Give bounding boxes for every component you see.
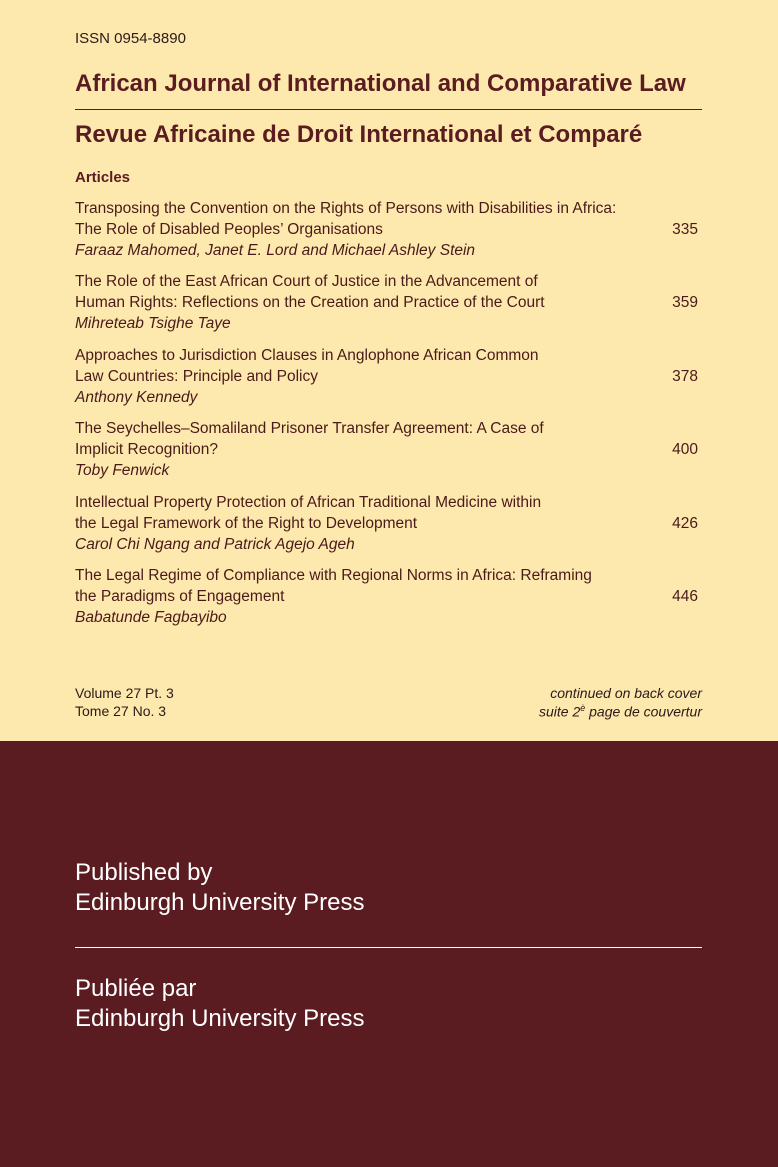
article-authors: Carol Chi Ngang and Patrick Agejo Ageh [75,536,355,553]
article-entry [75,565,700,628]
article-title-line: The Role of the East African Court of Justice in the Advancement of [75,273,538,290]
publisher-french-label: Publiée par [75,975,197,1002]
continued-note-french-prefix: suite 2 [538,703,581,720]
article-page-number: 335 [672,221,698,238]
article-authors: Mihreteab Tsighe Taye [75,315,231,332]
article-title-line: the Paradigms of Engagement [75,588,285,605]
article-page-number: 378 [672,368,698,385]
publisher-english-name: Edinburgh University Press [75,889,365,916]
article-page-number: 426 [672,515,698,532]
publisher-english-label: Published by [75,859,213,886]
issn: ISSN 0954-8890 [75,30,186,47]
article-title-line: The Role of Disabled Peoples’ Organisations [75,221,383,238]
journal-title-english: African Journal of International and Comparative Law [75,70,686,97]
article-title-line: The Seychelles–Somaliland Prisoner Transfer Agreement: A Case of [75,420,544,437]
article-authors: Babatunde Fagbayibo [75,609,227,626]
title-divider [75,109,702,110]
article-page-number: 359 [672,294,698,311]
continued-note-french [539,703,702,720]
articles-heading: Articles [75,169,131,186]
cover-publisher-section [0,741,778,1167]
volume-french: Tome 27 No. 3 [75,703,167,719]
article-page-number: 446 [672,588,698,605]
journal-title-french: Revue Africaine de Droit International et Comparé [75,121,643,148]
article-authors: Faraaz Mahomed, Janet E. Lord and Michael Ashley Stein [75,242,476,259]
publisher-divider [75,947,702,948]
article-title-line: Implicit Recognition? [75,441,219,458]
article-title-line: the Legal Framework of the Right to Development [75,515,418,532]
article-title-line: Transposing the Convention on the Rights of Persons with Disabilities in Africa: [75,200,617,217]
continued-note-french-suffix: page de couvertur [585,703,702,720]
publisher-french-name: Edinburgh University Press [75,1005,365,1032]
volume-english: Volume 27 Pt. 3 [75,685,174,701]
article-title-line: Law Countries: Principle and Policy [75,368,318,385]
article-title-line: The Legal Regime of Compliance with Regional Norms in Africa: Reframing [75,567,592,584]
article-title-line: Approaches to Jurisdiction Clauses in Anglophone African Common [75,347,539,364]
article-page-number: 400 [672,441,698,458]
article-authors: Anthony Kennedy [75,389,198,406]
continued-note-english: continued on back cover [550,685,702,701]
article-entry [75,492,700,555]
continued-note-french-superscript: è [580,703,586,713]
article-title-line: Human Rights: Reflections on the Creation and Practice of the Court [75,294,545,311]
article-entry [75,271,700,334]
article-entry [75,418,700,481]
article-authors: Toby Fenwick [75,462,170,479]
article-title-line: Intellectual Property Protection of African Traditional Medicine within [75,494,542,511]
article-entry [75,345,700,408]
article-entry [75,198,700,261]
